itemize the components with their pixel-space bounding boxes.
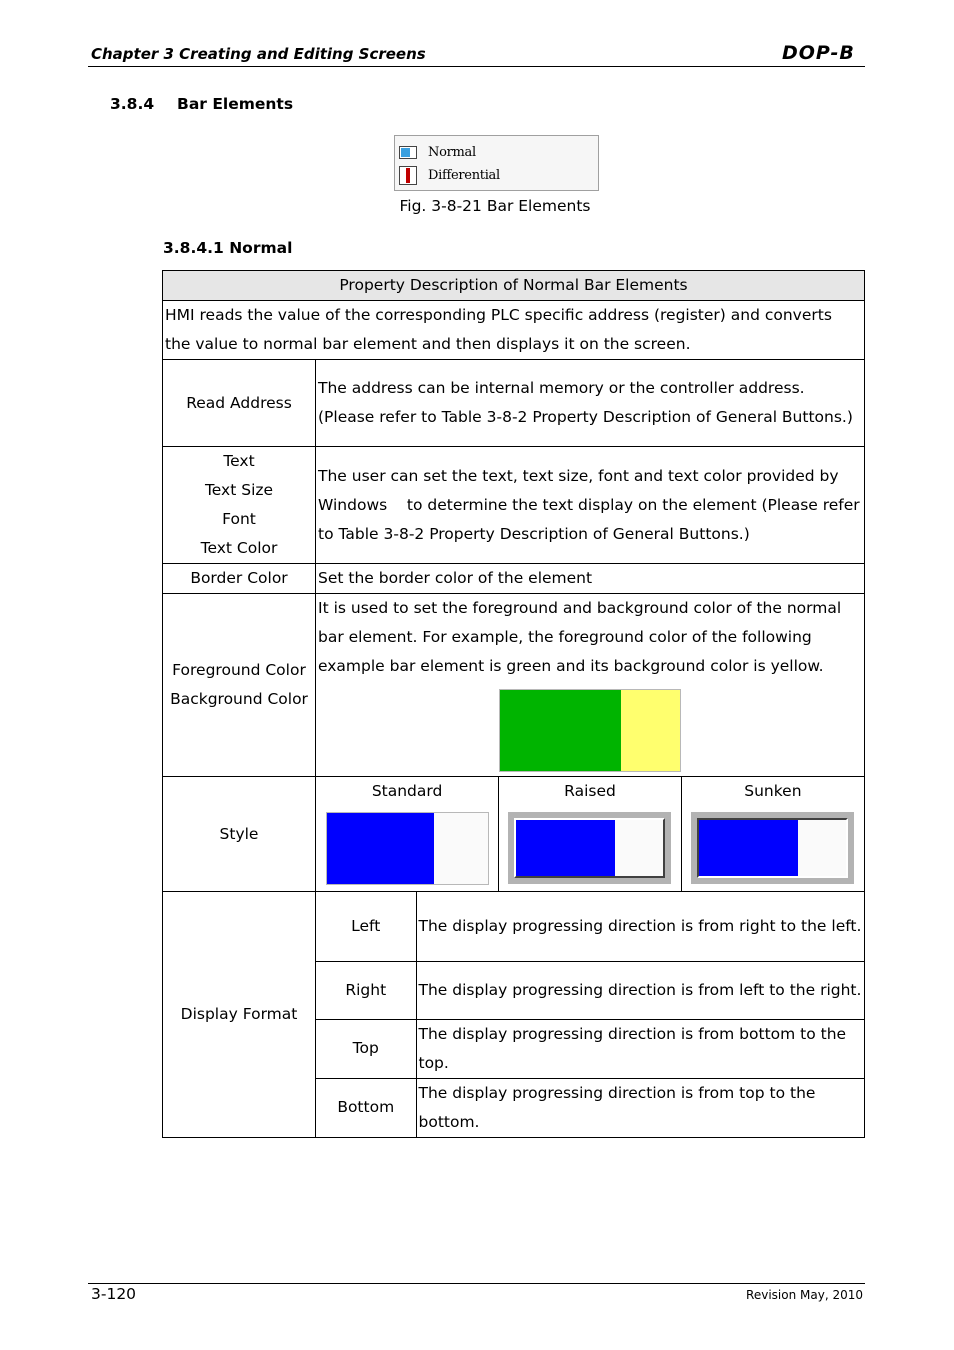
menu-item-differential[interactable] bbox=[399, 164, 500, 186]
text-properties-label bbox=[163, 447, 316, 564]
normal-bar-icon bbox=[399, 146, 417, 159]
sample-background bbox=[621, 690, 680, 771]
sunken-bar-sample bbox=[691, 812, 854, 884]
style-name: Raised bbox=[564, 782, 616, 800]
read-address-desc: The address can be internal memory or the controller address. (Please refer to Table 3-8-2 Property Description of General Buttons.) bbox=[316, 360, 865, 447]
bar-empty bbox=[434, 813, 487, 884]
figure-caption: Fig. 3-8-21 Bar Elements bbox=[399, 197, 591, 215]
style-standard bbox=[316, 777, 499, 891]
bar-fill bbox=[516, 820, 614, 876]
page-number: 3-120 bbox=[91, 1285, 137, 1303]
header-rule bbox=[88, 66, 865, 67]
display-format-label: Display Format bbox=[163, 892, 316, 1138]
standard-bar-sample bbox=[326, 812, 489, 885]
fg-bg-cell bbox=[316, 594, 865, 777]
style-raised bbox=[499, 777, 682, 891]
style-name: Standard bbox=[371, 782, 443, 800]
direction-bottom-desc: The display progressing direction is from top to the bottom. bbox=[416, 1078, 864, 1137]
direction-right-desc: The display progressing direction is from left to the right. bbox=[416, 961, 864, 1019]
text-size-label: Text Size bbox=[204, 481, 274, 499]
bar-fill bbox=[327, 813, 435, 884]
bar-empty bbox=[798, 820, 847, 876]
direction-left-desc: The display progressing direction is from right to the left. bbox=[418, 916, 862, 935]
sample-foreground bbox=[500, 690, 621, 771]
section-title: Bar Elements bbox=[177, 95, 294, 113]
property-table bbox=[162, 270, 865, 1138]
revision-date: Revision May, 2010 bbox=[746, 1288, 863, 1302]
border-color-desc: Set the border color of the element bbox=[316, 564, 865, 594]
display-format-options bbox=[316, 892, 864, 1137]
menu-item-label: Normal bbox=[428, 144, 476, 160]
style-options bbox=[316, 777, 864, 891]
style-options-cell bbox=[316, 777, 865, 892]
bar-fill bbox=[699, 820, 797, 876]
background-color-label: Background Color bbox=[170, 690, 308, 708]
text-color-label: Text Color bbox=[200, 539, 278, 557]
fg-bg-sample-bar bbox=[499, 689, 681, 772]
direction-top-desc: The display progressing direction is from bottom to the top. bbox=[416, 1019, 864, 1078]
text-label: Text bbox=[223, 452, 255, 470]
font-label: Font bbox=[222, 510, 256, 528]
border-color-label: Border Color bbox=[163, 564, 316, 594]
menu-item-normal[interactable] bbox=[399, 141, 476, 163]
direction-right: Right bbox=[316, 961, 416, 1019]
read-address-label: Read Address bbox=[163, 360, 316, 447]
direction-top: Top bbox=[316, 1019, 416, 1078]
footer-rule bbox=[88, 1283, 865, 1284]
style-sunken bbox=[681, 777, 864, 891]
brand-logo: DOP-B bbox=[782, 42, 855, 64]
menu-item-label: Differential bbox=[428, 167, 500, 183]
style-name: Sunken bbox=[744, 782, 802, 800]
fg-bg-desc: It is used to set the foreground and background color of the normal bar element. For example, the foreground color of the following example bar element is green and its background color is yellow. bbox=[318, 599, 842, 675]
direction-left: Left bbox=[316, 892, 416, 961]
chapter-title: Chapter 3 Creating and Editing Screens bbox=[91, 45, 426, 63]
table-header: Property Description of Normal Bar Elements bbox=[163, 271, 865, 301]
section-number: 3.8.4 bbox=[110, 95, 155, 113]
display-format-cell bbox=[316, 892, 865, 1138]
style-label: Style bbox=[163, 777, 316, 892]
direction-bottom: Bottom bbox=[316, 1078, 416, 1137]
fg-bg-label bbox=[163, 594, 316, 777]
bar-empty bbox=[615, 820, 664, 876]
differential-bar-icon bbox=[399, 166, 417, 185]
subsection-title: 3.8.4.1 Normal bbox=[163, 239, 293, 257]
table-intro: HMI reads the value of the corresponding PLC specific address (register) and converts the value to normal bar element and then displays it on the screen. bbox=[163, 301, 865, 360]
bar-elements-menu bbox=[394, 135, 599, 191]
raised-bar-sample bbox=[508, 812, 671, 884]
foreground-color-label: Foreground Color bbox=[172, 661, 306, 679]
text-properties-desc: The user can set the text, text size, font and text color provided by Windows to determine the text display on the element (Please refer to Table 3-8-2 Property Description of General Buttons.) bbox=[316, 447, 865, 564]
